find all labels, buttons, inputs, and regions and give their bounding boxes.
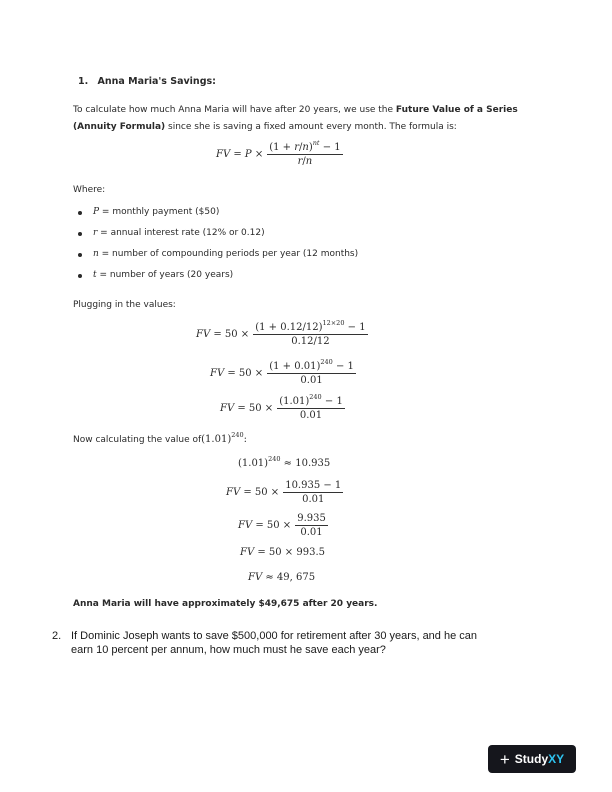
intro-bold-term: Future Value of a Series xyxy=(395,105,518,115)
bullet-dot xyxy=(78,274,82,278)
formula-step-7: FV = 50 × 993.5 xyxy=(240,547,325,558)
intro-line-2 xyxy=(73,121,553,134)
definition-text: = monthly payment ($50) xyxy=(99,207,220,217)
bullet-dot xyxy=(78,211,82,215)
formula-step-3: FV = 50 × $\frac{(1.01)^{240} - 1}{0.01}$ xyxy=(220,393,343,421)
definition-text: = number of compounding periods per year (12 months) xyxy=(98,249,359,259)
now-calc-line xyxy=(73,433,247,447)
where-label: Where: xyxy=(73,185,106,195)
formula-step-2: FV = 50 × $\frac{(1 + 0.01)^{240} - 1}{0.01}$ xyxy=(210,358,354,386)
plus-icon: + xyxy=(499,749,510,769)
formula-general: FV = P × $\frac{(1 + r/n)^{nt} - 1}{r/n}$ xyxy=(216,139,341,167)
studyxy-logo xyxy=(488,745,576,773)
definition-n xyxy=(93,248,358,261)
section-1-number: 1. xyxy=(78,76,89,87)
definition-symbol: n xyxy=(93,249,99,259)
intro-bold-formula-name: (Annuity Formula) xyxy=(73,122,166,132)
formula-step-4: $(1.01)^{240} \approx 10.935$ xyxy=(238,455,331,469)
plugging-label: Plugging in the values: xyxy=(73,300,176,310)
definition-t xyxy=(93,269,233,282)
section-1-heading xyxy=(78,76,216,87)
definition-symbol: P xyxy=(93,207,100,217)
bullet-dot xyxy=(78,232,82,236)
definition-p xyxy=(93,206,219,219)
definition-text: = annual interest rate (12% or 0.12) xyxy=(97,228,265,238)
definition-symbol: t xyxy=(93,270,97,280)
bullet-dot xyxy=(78,253,82,257)
definition-text: = number of years (20 years) xyxy=(96,270,234,280)
formula-step-8: FV ≈ 49, 675 xyxy=(248,572,316,583)
section-2-question-line-2: earn 10 percent per annum, how much must he save each year? xyxy=(71,644,386,656)
logo-prefix: Study xyxy=(514,752,549,766)
logo-suffix: XY xyxy=(548,752,565,766)
now-calc-label: Now calculating the value of xyxy=(73,435,202,445)
intro-line-1 xyxy=(73,104,553,117)
definition-symbol: r xyxy=(93,228,98,238)
conclusion: Anna Maria will have approximately $49,675 after 20 years. xyxy=(73,599,378,609)
section-2-question-line-1: If Dominic Joseph wants to save $500,000 for retirement after 30 years, and he can xyxy=(71,630,478,642)
section-1-title: Anna Maria's Savings: xyxy=(97,76,216,87)
formula-step-1: FV = 50 × $\frac{(1 + 0.12/12)^{12\times 20} - 1}{0.12/12}$ xyxy=(196,319,366,347)
now-calc-expression: $(1.01)^{240}$: xyxy=(201,431,248,445)
definition-r xyxy=(93,227,265,240)
intro-text: To calculate how much Anna Maria will have after 20 years, we use the xyxy=(73,105,396,115)
formula-step-6: FV = 50 × $\frac{9.935}{0.01}$ xyxy=(238,513,326,538)
intro-line-2-text: since she is saving a fixed amount every month. The formula is: xyxy=(165,122,457,132)
section-2-number: 2. xyxy=(52,630,62,642)
formula-step-5: FV = 50 × $\frac{10.935 - 1}{0.01}$ xyxy=(226,480,342,505)
